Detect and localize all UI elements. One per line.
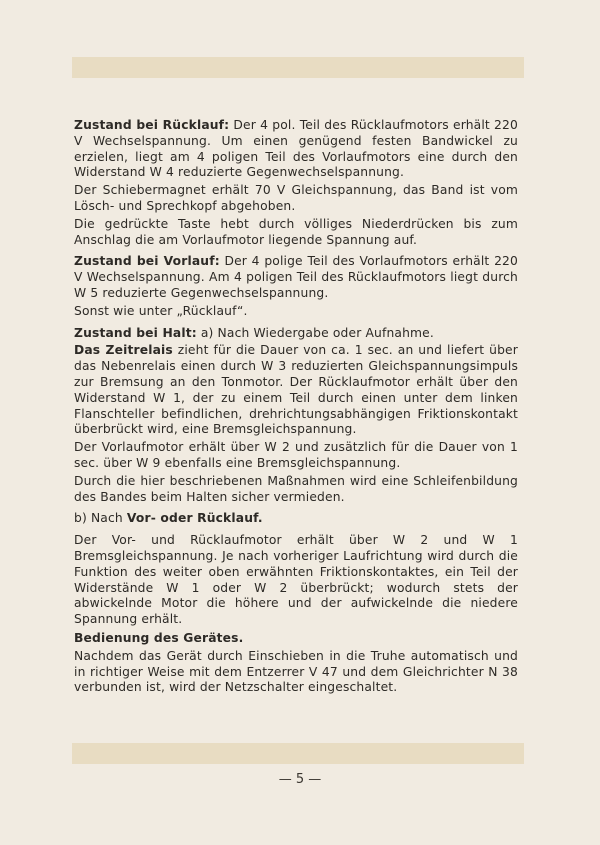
- paragraph-schiebermagnet: Der Schiebermagnet erhält 70 V Gleichspannung, das Band ist vom Lösch- und Sprechkopf abgehoben.: [74, 183, 518, 213]
- bottom-decorative-band: [72, 743, 524, 764]
- text-zeitrelais: zieht für die Dauer von ca. 1 sec. an und liefert über das Nebenrelais einen durch W 3 reduzierten Gleichspannungsimpuls zur Bremsung an den Tonmotor. Der Rücklaufmotor erhält über den Widerstand W 1, der zu einem Teil durch einen unter dem linken Flanschteller befindlichen, drehrichtungsabhängigen Friktionskontakt überbrückt wird, eine Bremsgleichspannung.: [74, 343, 518, 437]
- heading-bedienung: Bedienung des Gerätes.: [74, 630, 244, 645]
- prefix-halt-b: b) Nach: [74, 511, 127, 526]
- label-halt: Zustand bei Halt:: [74, 325, 197, 340]
- paragraph-massnahmen: Durch die hier beschriebenen Maßnahmen wird eine Schleifenbildung des Bandes beim Halten sicher vermieden.: [74, 473, 518, 504]
- paragraph-bedienung: Nachdem das Gerät durch Einschieben in die Truhe automatisch und in richtiger Weise mit dem Entzerrer V 47 und dem Gleichrichter N 38 verbunden ist, wird der Netzschalter eingeschaltet.: [74, 648, 518, 695]
- paragraph-taste: Die gedrückte Taste hebt durch völliges Niederdrücken bis zum Anschlag die am Vorlaufmotor liegende Spannung auf.: [74, 216, 518, 247]
- paragraph-vorlaufmotor: Der Vorlaufmotor erhält über W 2 und zusätzlich für die Dauer von 1 sec. über W 9 ebenfalls eine Bremsgleichspannung.: [74, 440, 518, 470]
- paragraph-bremsgleichspannung: Der Vor- und Rücklaufmotor erhält über W 2 und W 1 Bremsgleichspannung. Je nach vorheriger Laufrichtung wird durch die Funktion des weiter oben erwähnten Friktionskontaktes, ein Teil der Widerstände W 1 oder W 2 überbrückt; wodurch stets der abwickelnde Motor die höhere und der aufwickelnde die niedere Spannung erhält.: [74, 533, 518, 627]
- paragraph-vorlauf: [74, 254, 518, 301]
- page-number: — 5 —: [278, 772, 322, 787]
- top-decorative-band: [72, 57, 524, 78]
- label-zeitrelais: Das Zeitrelais: [74, 343, 173, 358]
- paragraph-zeitrelais: [74, 343, 518, 438]
- text-vorlauf: Der 4 polige Teil des Vorlaufmotors erhält 220 V Wechselspannung. Am 4 poligen Teil des Rücklaufmotors liegt durch W 5 reduzierte Gegenwechselspannung.: [74, 254, 518, 300]
- label-ruecklauf: Zustand bei Rücklauf:: [74, 118, 230, 132]
- paragraph-halt: [74, 326, 518, 342]
- paragraph-ruecklauf: [74, 118, 518, 181]
- paragraph-sonst: Sonst wie unter „Rücklauf“.: [74, 303, 248, 318]
- text-ruecklauf: Der 4 pol. Teil des Rücklaufmotors erhält 220 V Wechselspannung. Um einen genügend festen Bandwickel zu erzielen, liegt am 4 poligen Teil des Vorlaufmotors eine durch den Widerstand W 4 reduzierte Gegenwechselspannung.: [74, 118, 518, 180]
- text-halt: a) Nach Wiedergabe oder Aufnahme.: [196, 325, 434, 340]
- document-body: [74, 118, 518, 698]
- label-halt-b: Vor- oder Rücklauf.: [126, 511, 263, 526]
- paragraph-halt-b: [74, 511, 518, 527]
- label-vorlauf: Zustand bei Vorlauf:: [74, 254, 220, 269]
